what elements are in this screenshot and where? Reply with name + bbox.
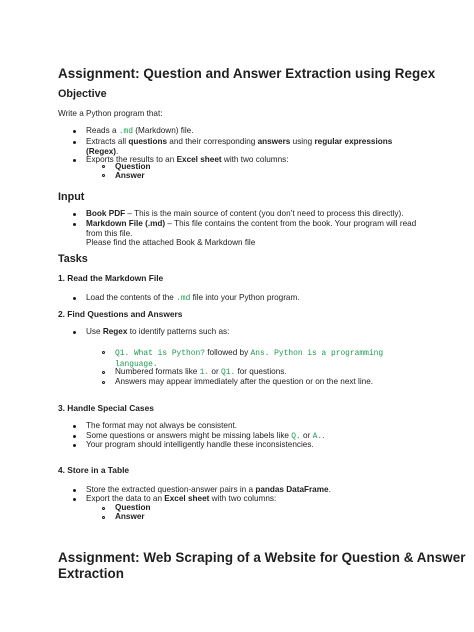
objective-intro: Write a Python program that: bbox=[58, 109, 163, 118]
sub-bullet-circle bbox=[102, 381, 105, 384]
sub-bullet-circle bbox=[102, 174, 105, 177]
bullet-dot bbox=[73, 213, 76, 216]
input-bullet-1: Book PDF – This is the main source of content (you don’t need to process this directly). bbox=[86, 209, 404, 218]
sub-bullet-circle bbox=[102, 516, 105, 519]
task-2-heading: 2. Find Questions and Answers bbox=[58, 309, 183, 319]
task-3-heading: 3. Handle Special Cases bbox=[58, 403, 154, 413]
task-4-sub-question: Question bbox=[115, 503, 151, 512]
tasks-heading: Tasks bbox=[58, 253, 88, 265]
task-3-bullet-3: Your program should intelligently handle these inconsistencies. bbox=[86, 440, 314, 449]
task-1-bullet: Load the contents of the .md file into your Python program. bbox=[86, 293, 300, 303]
bullet-dot bbox=[73, 498, 76, 501]
sub-bullet-circle bbox=[102, 507, 105, 510]
task-3-bullet-2: Some questions or answers might be missing labels like Q. or A.. bbox=[86, 431, 325, 441]
bullet-dot bbox=[73, 130, 76, 133]
bullet-dot bbox=[73, 223, 76, 226]
input-bullet-2: Markdown File (.md) – This file contains the content from the book. Your program will read from this file. Please find the attached Book & Markdown file bbox=[86, 219, 417, 248]
assignment-title: Assignment: Question and Answer Extraction using Regex bbox=[58, 66, 436, 81]
objective-bullet-2: Extracts all questions and their corresponding answers using regular expressions (Regex). bbox=[86, 137, 393, 156]
bullet-dot bbox=[73, 331, 76, 334]
task-2-bullet: Use Regex to identify patterns such as: bbox=[86, 327, 230, 336]
assignment-2-title: Assignment: Web Scraping of a Website for Question & Answer Extraction bbox=[58, 550, 466, 581]
input-heading: Input bbox=[58, 191, 85, 203]
objective-sub-question: Question bbox=[115, 162, 151, 171]
bullet-dot bbox=[73, 444, 76, 447]
task-2-sub-2: Numbered formats like 1. or Q1. for questions. bbox=[115, 367, 287, 377]
task-4-heading: 4. Store in a Table bbox=[58, 465, 130, 475]
task-3-bullet-1: The format may not always be consistent. bbox=[86, 421, 238, 430]
task-4-sub-answer: Answer bbox=[115, 512, 145, 521]
objective-bullet-1: Reads a .md (Markdown) file. bbox=[86, 126, 194, 136]
bullet-dot bbox=[73, 489, 76, 492]
bullet-dot bbox=[73, 425, 76, 428]
objective-bullet-3: Exports the results to an Excel sheet with two columns: bbox=[86, 155, 289, 164]
task-1-heading: 1. Read the Markdown File bbox=[58, 273, 164, 283]
task-4-bullet-2: Export the data to an Excel sheet with two columns: bbox=[86, 494, 277, 503]
bullet-dot bbox=[73, 435, 76, 438]
task-4-bullet-1: Store the extracted question-answer pairs in a pandas DataFrame. bbox=[86, 485, 331, 494]
sub-bullet-circle bbox=[102, 351, 105, 354]
bullet-dot bbox=[73, 141, 76, 144]
bullet-dot bbox=[73, 159, 76, 162]
sub-bullet-circle bbox=[102, 371, 105, 374]
objective-sub-answer: Answer bbox=[115, 171, 145, 180]
objective-heading: Objective bbox=[58, 88, 107, 100]
bullet-dot bbox=[73, 297, 76, 300]
sub-bullet-circle bbox=[102, 165, 105, 168]
task-2-sub-3: Answers may appear immediately after the question or on the next line. bbox=[115, 377, 374, 386]
task-2-sub-1: Q1. What is Python? followed by Ans. Python is a programming language. bbox=[115, 348, 384, 369]
